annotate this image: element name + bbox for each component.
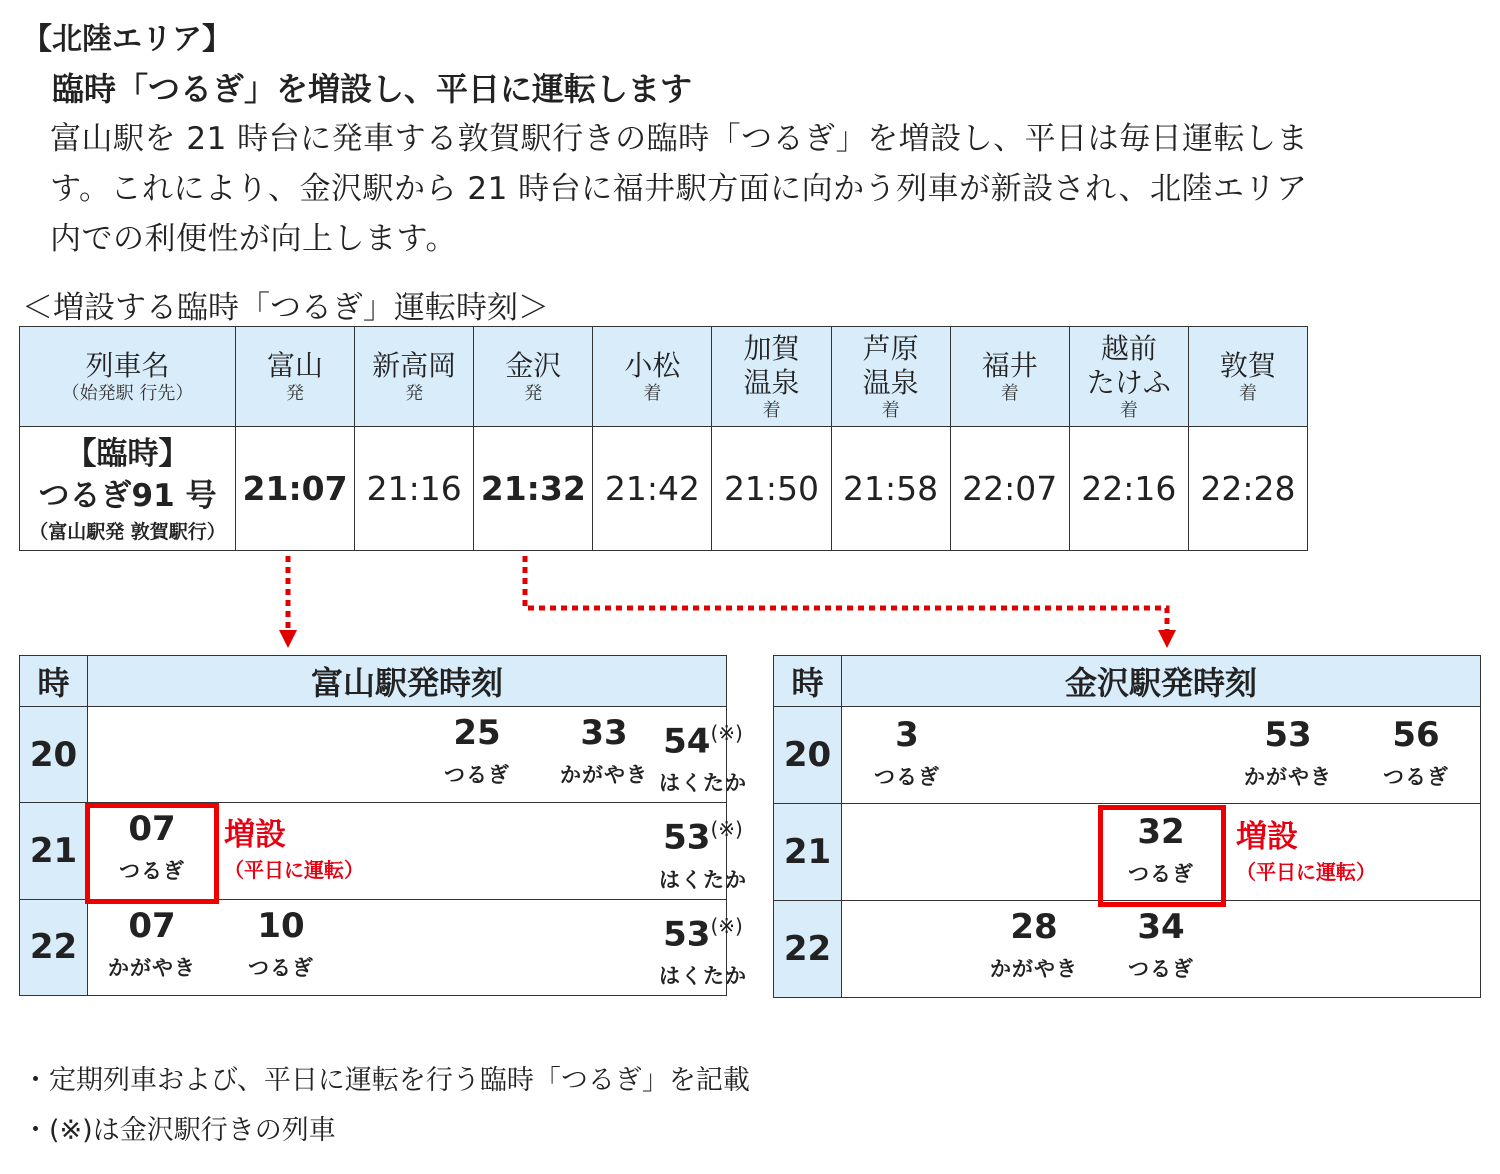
departure-entry: 25 つるぎ [444, 713, 510, 788]
paragraph-line: 富山駅を 21 時台に発車する敦賀駅行きの臨時「つるぎ」を増設し、平日は毎日運転しま [50, 121, 1309, 157]
highlight-box-toyama [85, 803, 219, 904]
paragraph-line: 内での利便性が向上します。 [50, 221, 458, 257]
train-name-cell: 【臨時】 つるぎ91 号 （富山駅発 敦賀駅行） [20, 427, 236, 551]
time-kanazawa: 21:32 [474, 427, 593, 551]
footnote: ・(※)は金沢駅行きの列車 [22, 1115, 336, 1146]
hour-cell: 22 [20, 899, 88, 995]
hour-cell: 21 [774, 804, 842, 901]
departures-20 [842, 707, 1481, 804]
departure-entry: 53(※) はくたか [659, 817, 747, 892]
train-name-header: 列車名 （始発駅 行先） [20, 327, 236, 427]
time-toyama: 21:07 [236, 427, 355, 551]
departure-entry: 07 かがやき [108, 905, 196, 980]
departure-entry-new: 07 つるぎ [119, 809, 185, 884]
hour-cell: 22 [774, 901, 842, 998]
departure-entry-new: 32 つるぎ [1128, 812, 1194, 887]
departure-entry: 56 つるぎ [1383, 715, 1449, 790]
arrowhead-icon [279, 630, 297, 648]
station-header-echizen-takefu: 越前 たけふ 着 [1069, 327, 1188, 427]
departure-entry: 54(※) はくたか [659, 721, 747, 796]
added-label-toyama: 増設 （平日に運転） [224, 817, 364, 882]
time-fukui: 22:07 [950, 427, 1069, 551]
toyama-table-title: 富山駅発時刻 [88, 656, 727, 707]
hour-cell: 21 [20, 803, 88, 899]
region-title: 【北陸エリア】 [22, 22, 232, 57]
station-header-tsuruga: 敦賀 着 [1188, 327, 1307, 427]
time-awara-onsen: 21:58 [831, 427, 950, 551]
hour-header: 時 [20, 656, 88, 707]
station-header-kaga-onsen: 加賀 温泉 着 [712, 327, 831, 427]
departures-20 [88, 707, 747, 803]
departure-entry: 10 つるぎ [248, 905, 314, 980]
departures-22 [842, 901, 1481, 998]
departure-entry: 53 かがやき [1244, 715, 1332, 790]
departure-entry: 33 かがやき [560, 713, 648, 788]
schedule-caption: ＜増設する臨時「つるぎ」運転時刻＞ [22, 290, 549, 326]
highlight-box-kanazawa [1098, 805, 1226, 907]
departure-entry: 3 つるぎ [874, 715, 940, 790]
kanazawa-table-title: 金沢駅発時刻 [842, 656, 1481, 707]
time-echizen-takefu: 22:16 [1069, 427, 1188, 551]
headline: 臨時「つるぎ」を増設し、平日に運転します [52, 70, 693, 108]
departure-entry: 34 つるぎ [1128, 907, 1194, 982]
arrowhead-icon [1158, 630, 1176, 648]
hour-cell: 20 [20, 707, 88, 803]
station-header-toyama: 富山 発 [236, 327, 355, 427]
time-shin-takaoka: 21:16 [355, 427, 474, 551]
time-tsuruga: 22:28 [1188, 427, 1307, 551]
station-header-shin-takaoka: 新高岡 発 [355, 327, 474, 427]
station-header-komatsu: 小松 着 [593, 327, 712, 427]
footnote: ・定期列車および、平日に運転を行う臨時「つるぎ」を記載 [22, 1065, 750, 1096]
hour-cell: 20 [774, 707, 842, 804]
time-komatsu: 21:42 [593, 427, 712, 551]
time-kaga-onsen: 21:50 [712, 427, 831, 551]
station-header-kanazawa: 金沢 発 [474, 327, 593, 427]
added-label-kanazawa: 増設 （平日に運転） [1236, 819, 1376, 884]
departures-22 [88, 899, 747, 995]
departure-entry: 28 かがやき [990, 907, 1078, 982]
station-header-awara-onsen: 芦原 温泉 着 [831, 327, 950, 427]
paragraph-line: す。これにより、金沢駅から 21 時台に福井駅方面に向かう列車が新設され、北陸エリア [50, 171, 1308, 207]
arrow-kanazawa [525, 556, 1167, 630]
station-header-fukui: 福井 着 [950, 327, 1069, 427]
departure-entry: 53(※) はくたか [659, 913, 747, 989]
hour-header: 時 [774, 656, 842, 707]
